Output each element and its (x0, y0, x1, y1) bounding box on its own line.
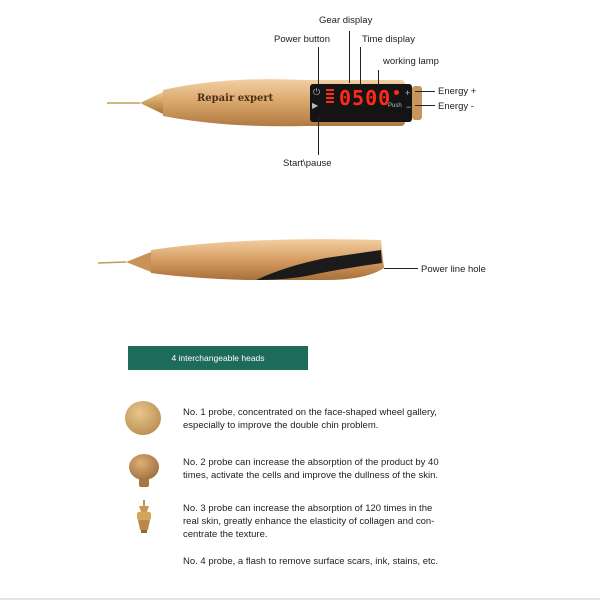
side-pen-device (96, 228, 396, 288)
probe-3-image (133, 500, 155, 534)
top-pen-device (105, 70, 435, 150)
working-lamp (394, 90, 399, 95)
callout-power-button: Power button (274, 34, 330, 45)
probe-3-description: No. 3 probe can increase the absorption of 120 times in the real skin, greatly enhance the elasticity of collagen and con- centrate the texture. (183, 503, 435, 540)
energy-plus-button[interactable]: + (405, 88, 411, 98)
push-button-label[interactable]: Push (388, 103, 402, 109)
callout-power-line-hole: Power line hole (421, 264, 486, 275)
probe-2-description: No. 2 probe can increase the absorption of the product by 40 times, activate the cells and improve the dullness of the skin. (183, 457, 439, 481)
callout-energy-minus: Energy - (438, 101, 474, 112)
callout-energy-plus: Energy + (438, 86, 477, 97)
brand-text: Repair expert (197, 93, 274, 104)
section-header (128, 346, 308, 370)
callout-gear-display: Gear display (319, 15, 373, 26)
energy-minus-button[interactable]: − (406, 102, 412, 112)
callout-time-display: Time display (362, 34, 415, 45)
callout-start-pause: Start\pause (283, 158, 332, 169)
callout-working-lamp: working lamp (383, 56, 439, 67)
power-button-icon[interactable]: ⏻ (313, 87, 321, 97)
probe-1-description: No. 1 probe, concentrated on the face-shaped wheel gallery, especially to improve the double chin problem. (183, 407, 437, 431)
gear-level-indicator (326, 89, 334, 107)
time-display-value: 0500 (339, 86, 392, 110)
probe-2-image (124, 450, 164, 490)
probe-1-image (122, 397, 164, 439)
section-title: 4 interchangeable heads (171, 353, 265, 363)
start-pause-icon[interactable]: ▶ (312, 101, 319, 110)
probe-4-description: No. 4 probe, a flash to remove surface scars, ink, stains, etc. (183, 556, 439, 567)
